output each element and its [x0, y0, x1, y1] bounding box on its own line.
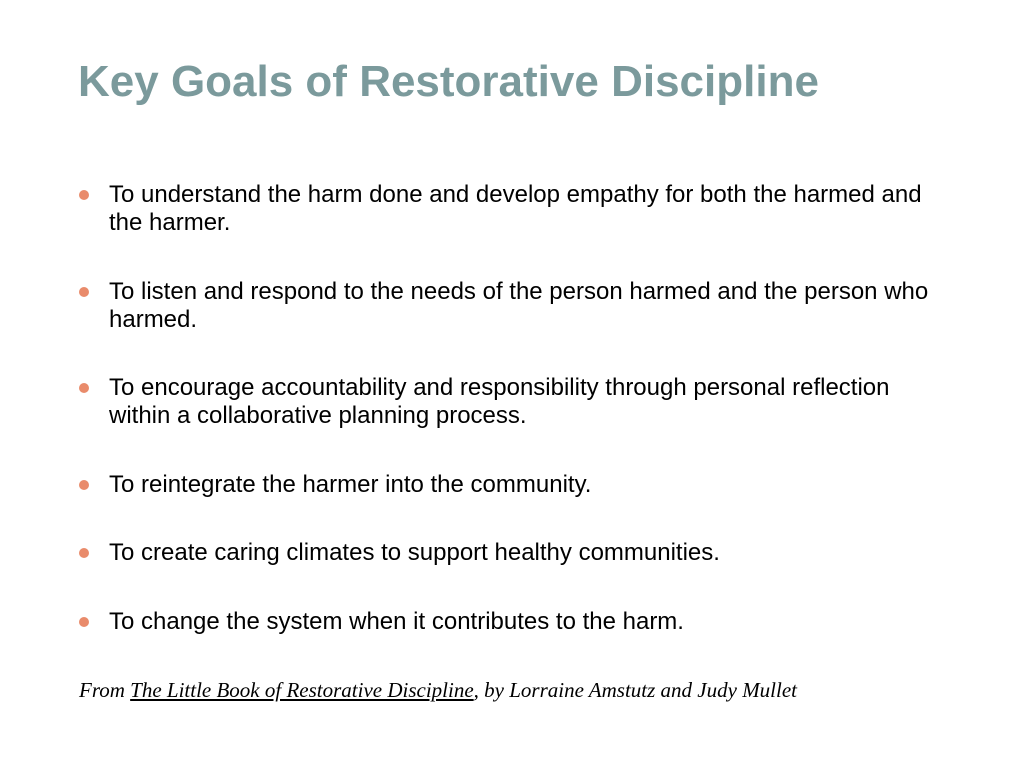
- bullet-dot-icon: [79, 287, 89, 297]
- bullet-text: To encourage accountability and responsibility through personal reflection within a collaborative planning process.: [109, 374, 890, 429]
- citation-book-title: The Little Book of Restorative Discipline: [130, 678, 474, 702]
- bullet-item: [79, 539, 949, 567]
- bullet-dot-icon: [79, 383, 89, 393]
- bullet-item: [79, 278, 949, 334]
- bullet-text: To reintegrate the harmer into the community.: [109, 471, 592, 498]
- bullet-item: [79, 608, 949, 636]
- bullet-item: [79, 374, 949, 430]
- slide-title: Key Goals of Restorative Discipline: [78, 57, 819, 106]
- bullet-dot-icon: [79, 548, 89, 558]
- bullet-item: [79, 181, 949, 237]
- citation: [79, 676, 797, 704]
- bullet-dot-icon: [79, 190, 89, 200]
- bullet-text: To change the system when it contributes to the harm.: [109, 608, 684, 635]
- bullet-dot-icon: [79, 617, 89, 627]
- bullet-item: [79, 471, 949, 499]
- bullet-text: To listen and respond to the needs of the person harmed and the person who harmed.: [109, 278, 929, 333]
- citation-suffix: , by Lorraine Amstutz and Judy Mullet: [473, 678, 798, 702]
- citation-prefix: From: [79, 678, 131, 702]
- bullet-text: To create caring climates to support healthy communities.: [109, 539, 720, 566]
- bullet-dot-icon: [79, 480, 89, 490]
- bullet-text: To understand the harm done and develop empathy for both the harmed and the harmer.: [109, 181, 922, 236]
